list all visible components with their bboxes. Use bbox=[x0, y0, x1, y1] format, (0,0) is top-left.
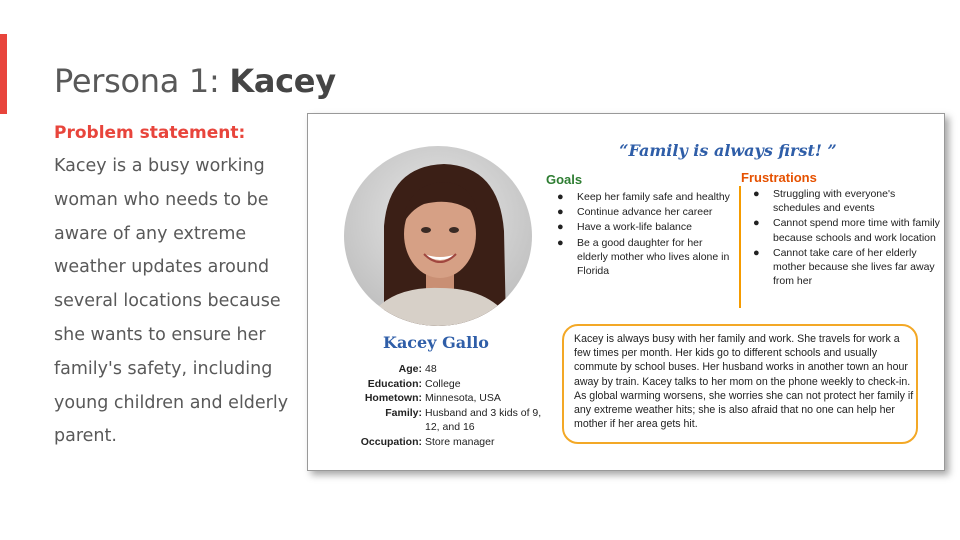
goal-item: ● Continue advance her career bbox=[557, 206, 713, 219]
story-paragraph: As global warming worsens, she worries she can not protect her family if any extreme weather hits; she is also afraid that no one can help her mother if her area gets hit. bbox=[574, 389, 914, 431]
frustration-item: ● Cannot spend more time with family because schools and work location bbox=[753, 217, 940, 244]
page-title bbox=[54, 62, 336, 100]
frustrations-divider bbox=[739, 186, 741, 308]
title-name: Kacey bbox=[229, 62, 336, 100]
persona-name: Kacey Gallo bbox=[383, 333, 489, 352]
fact-occupation: Occupation: Store manager bbox=[360, 435, 495, 448]
title-prefix: Persona 1: bbox=[54, 62, 230, 100]
frustration-item: ● Cannot take care of her elderly mother because she lives far away from her bbox=[753, 246, 935, 288]
persona-facts bbox=[338, 362, 555, 449]
fact-age: Age: 48 bbox=[398, 363, 437, 375]
problem-statement-text: Kacey is a busy working woman who needs to be aware of any extreme weather updates around several locations because she wants to ensure her family's safety, including young children and elderly parent. bbox=[54, 156, 289, 447]
fact-hometown: Hometown: Minnesota, USA bbox=[364, 392, 501, 404]
goals-heading: Goals bbox=[546, 172, 583, 187]
goal-item: ● Keep her family safe and healthy bbox=[557, 191, 730, 203]
fact-education: Education: College bbox=[367, 377, 461, 390]
persona-photo bbox=[344, 146, 532, 326]
frustrations-heading: Frustrations bbox=[741, 170, 817, 185]
woman-portrait-icon bbox=[344, 146, 532, 326]
persona-card bbox=[307, 113, 945, 471]
accent-bar bbox=[0, 34, 7, 114]
fact-family: Family: Husband and 3 kids of 9, 12, and 16 bbox=[385, 406, 542, 433]
persona-story-box bbox=[562, 324, 918, 444]
story-paragraph: Kacey is always busy with her family and work. She travels for work a few times per month. Her kids go to different schools and usually commute by school buses. Her husband works in another town an hour away by train. Kacey talks to her mom on the phone weekly to check-in. bbox=[574, 333, 911, 388]
frustration-item: ● Struggling with everyone's schedules and events bbox=[753, 188, 896, 215]
goal-item: ● Be a good daughter for her elderly mother who lives alone in Florida bbox=[557, 236, 730, 278]
frustrations-list bbox=[750, 187, 940, 289]
problem-statement-label: Problem statement: bbox=[54, 123, 246, 143]
goal-item: ● Have a work-life balance bbox=[557, 221, 692, 234]
goals-list bbox=[554, 190, 734, 279]
persona-quote: “Family is always first! ” bbox=[619, 141, 837, 160]
